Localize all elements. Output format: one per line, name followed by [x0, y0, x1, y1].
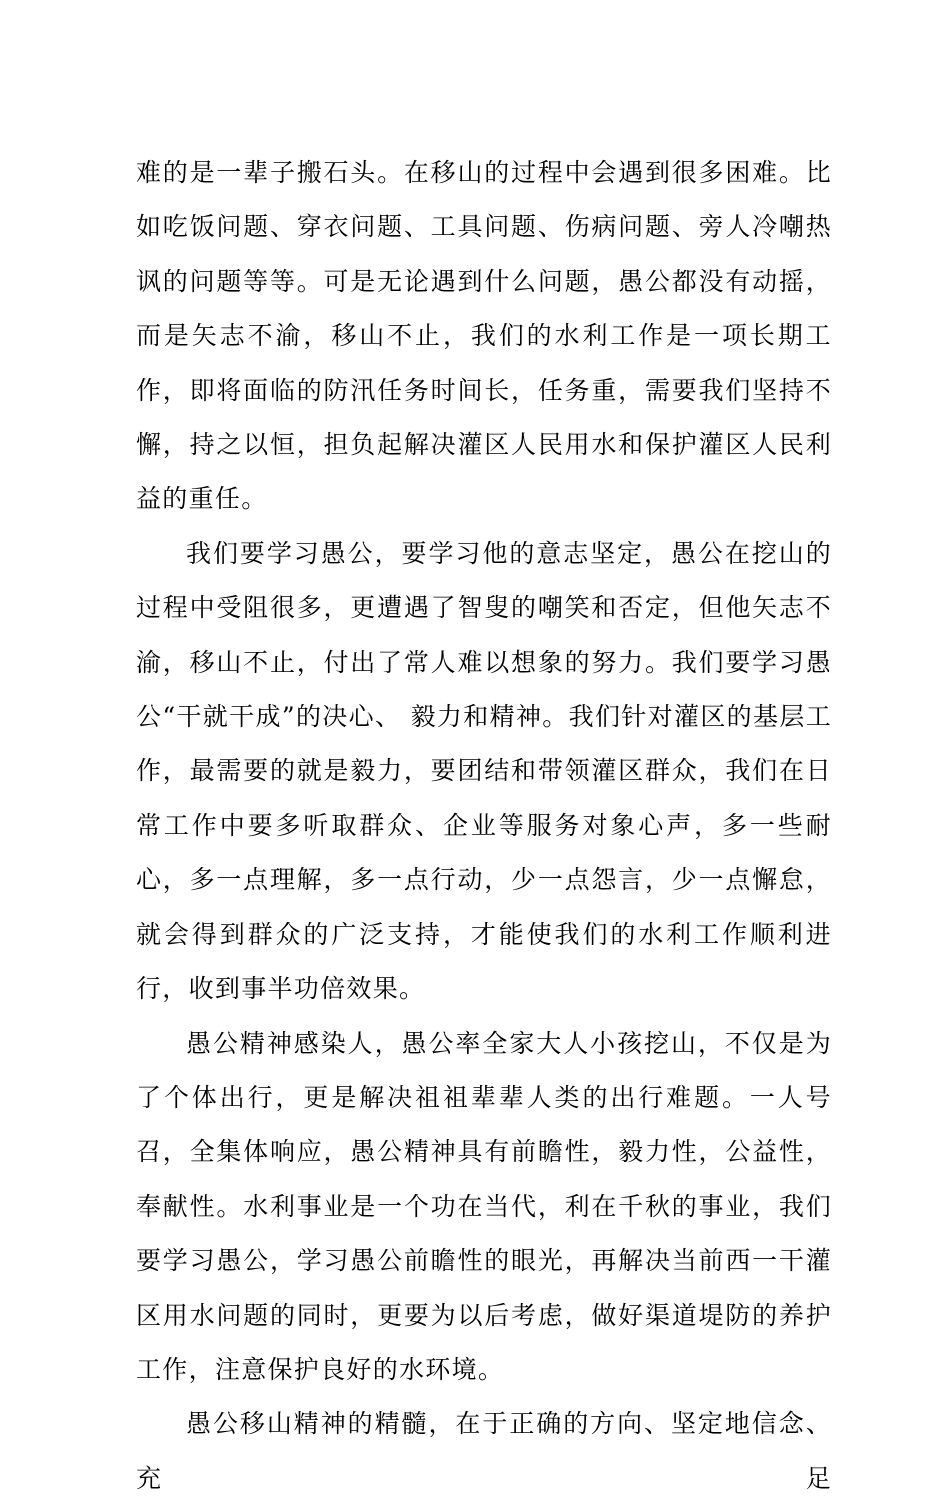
paragraph-3: 愚公精神感染人，愚公率全家大人小孩挖山，不仅是为了个体出行，更是解决祖祖辈辈人类的出行难题。一人号召，全集体响应，愚公精神具有前瞻性，毅力性，公益性，奉献性。水利事业是一个功在当代，利在千秋的事业，我们要学习愚公，学习愚公前瞻性的眼光，再解决当前西一干灌区用水问题的同时，更要为以后考虑，做好渠道堤防的养护工作，注意保护良好的水环境。 [136, 1028, 832, 1384]
paragraph-2: 我们要学习愚公，要学习他的意志坚定，愚公在挖山的过程中受阻很多，更遭遇了智叟的嘲笑和否定，但他矢志不渝，移山不止，付出了常人难以想象的努力。我们要学习愚公“干就干成”的决心、 毅力和精神。我们针对灌区的基层工作，最需要的就是毅力，要团结和带领灌区群众，我们在日常工作中要多听取群众、企业等服务对象心声，多一些耐心，多一点理解，多一点行动，少一点怨言，少一点懈怠，就会得到群众的广泛支持，才能使我们的水利工作顺利进行，收到事半功倍效果。 [136, 538, 832, 1004]
paragraph-4: 愚公移山精神的精髓，在于正确的方向、坚定地信念、充足 [136, 1409, 832, 1493]
paragraph-1: 难的是一辈子搬石头。在移山的过程中会遇到很多困难。比如吃饭问题、穿衣问题、工具问题、伤病问题、旁人冷嘲热讽的问题等等。可是无论遇到什么问题，愚公都没有动摇，而是矢志不渝，移山不止，我们的水利工作是一项长期工作，即将面临的防汛任务时间长，任务重，需要我们坚持不懈，持之以恒，担负起解决灌区人民用水和保护灌区人民利益的重任。 [136, 158, 832, 514]
document-body [136, 146, 832, 1506]
